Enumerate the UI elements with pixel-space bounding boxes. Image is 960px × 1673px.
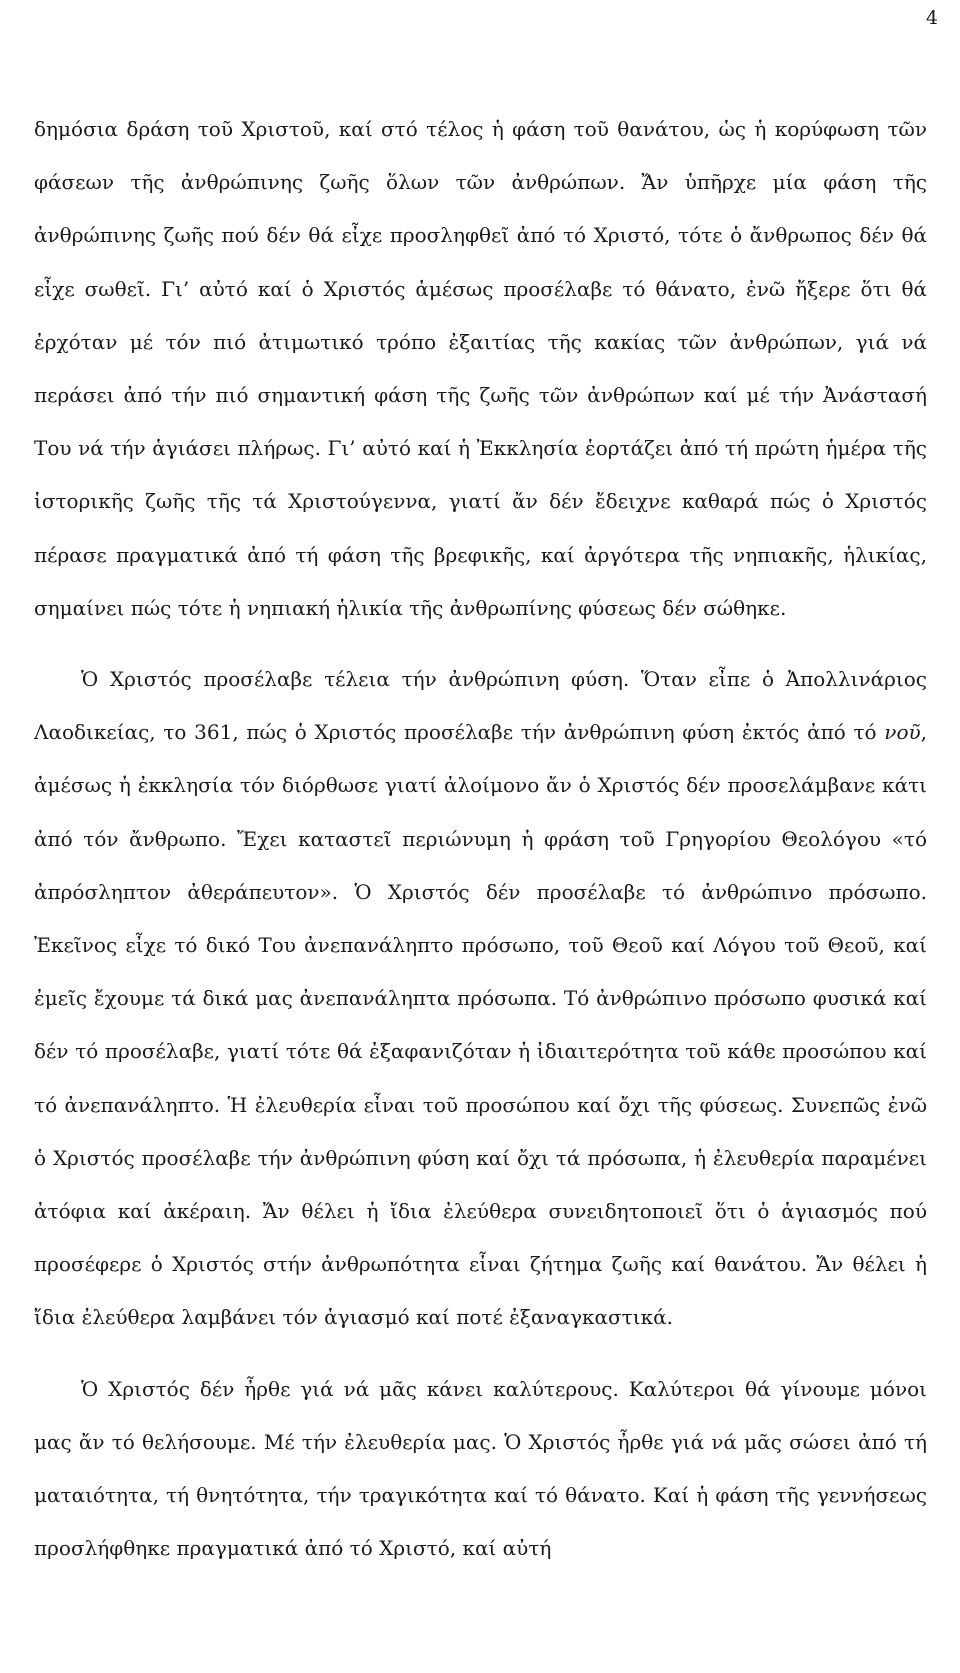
italic-term-nous: νοῦ (884, 720, 921, 745)
document-body (34, 103, 927, 1575)
paragraph-salvation: Ὁ Χριστός δέν ἦρθε γιά νά μᾶς κάνει καλύτερους. Καλύτεροι θά γίνουμε μόνοι μας ἄν τό θελήσουμε. Μέ τήν ἐλευθερία μας. Ὁ Χριστός ἦρθε γιά νά μᾶς σώσει ἀπό τή ματαιότητα, τή θνητότητα, τήν τραγικότητα καί τό θάνατο. Καί ἡ φάση τῆς γεννήσεως προσλήφθηκε πραγματικά ἀπό τό Χριστό, καί αὐτή (34, 1376, 927, 1561)
paragraph-text-part: , ἀμέσως ἡ ἐκκλησία τόν διόρθωσε γιατί ἀλοίμονο ἄν ὁ Χριστός δέν προσελάμβανε κάτι ἀπό τόν ἄνθρωπο. Ἔχει καταστεῖ περιώνυμη ἡ φράση τοῦ Γρηγορίου Θεολόγου «τό ἀπρόσληπτον ἀθεράπευτον». Ὁ Χριστός δέν προσέλαβε τό ἀνθρώπινο πρόσωπο. Ἐκεῖνος εἶχε τό δικό Του ἀνεπανάληπτο πρόσωπο, τοῦ Θεοῦ καί Λόγου τοῦ Θεοῦ, καί ἐμεῖς ἔχουμε τά δικά μας ἀνεπανάληπτα πρόσωπα. Τό ἀνθρώπινο πρόσωπο φυσικά καί δέν τό προσέλαβε, γιατί τότε θά ἐξαφανιζόταν ἡ ἰδιαιτερότητα τοῦ κάθε προσώπου καί τό ἀνεπανάληπτο. Ἡ ἐλευθερία εἶναι τοῦ προσώπου καί ὄχι τῆς φύσεως. Συνεπῶς ἐνῶ ὁ Χριστός προσέλαβε τήν ἀνθρώπινη φύση καί ὄχι τά πρόσωπα, ἡ ἐλευθερία παραμένει ἀτόφια καί ἀκέραιη. Ἄν θέλει ἡ ἴδια ἐλεύθερα συνειδητοποιεῖ ὅτι ὁ ἁγιασμός πού προσέφερε ὁ Χριστός στήν ἀνθρωπότητα εἶναι ζήτημα ζωῆς καί θανάτου. Ἄν θέλει ἡ ἴδια ἐλεύθερα λαμβάνει τόν ἁγιασμό καί ποτέ ἐξαναγκαστικά. (34, 720, 927, 1330)
paragraph-continuation: δημόσια δράση τοῦ Χριστοῦ, καί στό τέλος ἡ φάση τοῦ θανάτου, ὡς ἡ κορύφωση τῶν φάσεων τῆς ἀνθρώπινης ζωῆς ὅλων τῶν ἀνθρώπων. Ἄν ὑπῆρχε μία φάση τῆς ἀνθρώπινης ζωῆς πού δέν θά εἶχε προσληφθεῖ ἀπό τό Χριστό, τότε ὁ ἄνθρωπος δέν θά εἶχε σωθεῖ. Γι’ αὐτό καί ὁ Χριστός ἀμέσως προσέλαβε τό θάνατο, ἐνῶ ἤξερε ὅτι θά ἐρχόταν μέ τόν πιό ἀτιμωτικό τρόπο ἐξαιτίας τῆς κακίας τῶν ἀνθρώπων, γιά νά περάσει ἀπό τήν πιό σημαντική φάση τῆς ζωῆς τῶν ἀνθρώπων καί μέ τήν Ἀνάστασή Του νά τήν ἁγιάσει πλήρως. Γι’ αὐτό καί ἡ Ἐκκλησία ἑορτάζει ἀπό τή πρώτη ἡμέρα τῆς ἱστορικῆς ζωῆς τῆς τά Χριστούγεννα, γιατί ἄν δέν ἔδειχνε καθαρά πώς ὁ Χριστός πέρασε πραγματικά ἀπό τή φάση τῆς βρεφικῆς, καί ἀργότερα τῆς νηπιακῆς, ἡλικίας, σημαίνει πώς τότε ἡ νηπιακή ἡλικία τῆς ἀνθρωπίνης φύσεως δέν σώθηκε. (34, 117, 927, 620)
page-number: 4 (925, 7, 938, 29)
paragraph-text-part: Ὁ Χριστός προσέλαβε τέλεια τήν ἀνθρώπινη φύση. Ὅταν εἶπε ὁ Ἀπολλινάριος Λαοδικείας, το 361, πώς ὁ Χριστός προσέλαβε τήν ἀνθρώπινη φύση ἐκτός ἀπό τό (34, 667, 927, 745)
paragraph-human-nature (34, 653, 927, 1345)
